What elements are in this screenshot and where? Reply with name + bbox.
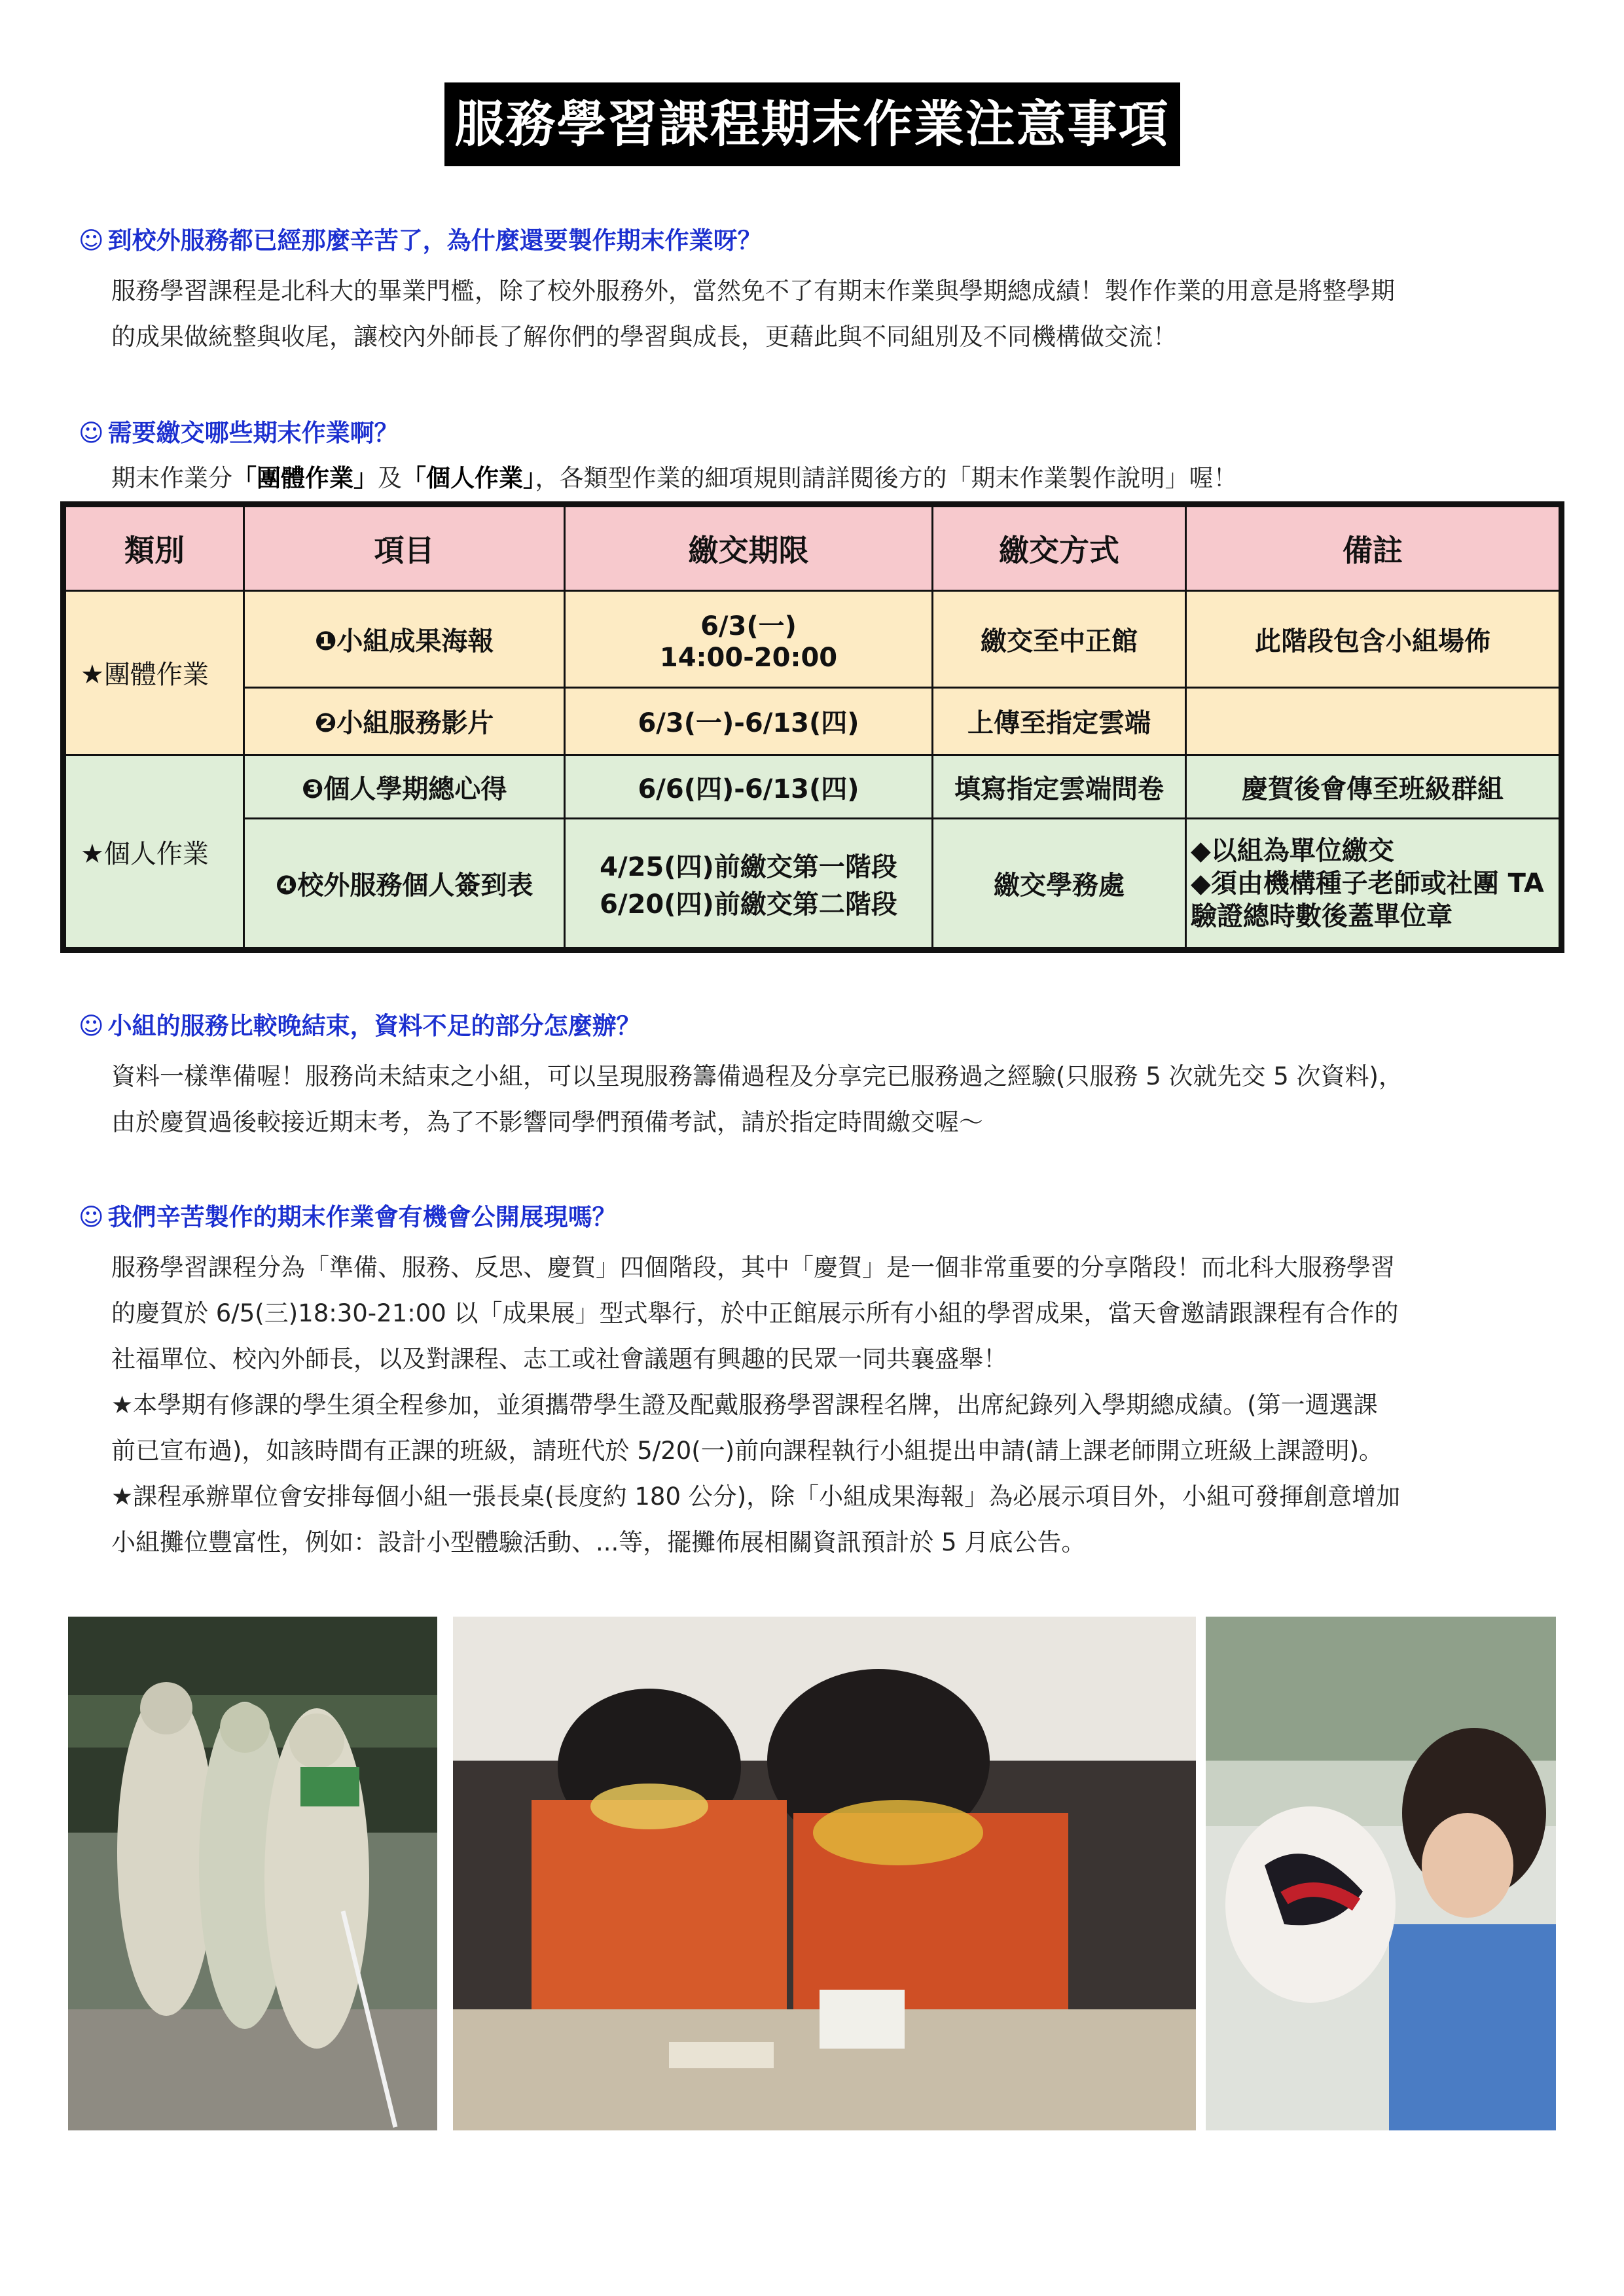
photo-workshop <box>453 1617 1196 2130</box>
smile-icon: ☺ <box>79 1012 104 1040</box>
table-row <box>63 755 1562 819</box>
paragraph-line <box>79 456 1558 501</box>
item-cell: ❹校外服務個人簽到表 <box>244 819 565 950</box>
question-text: 到校外服務都已經那麼辛苦了，為什麼還要製作期末作業呀？ <box>107 226 762 255</box>
method-cell: 上傳至指定雲端 <box>933 687 1186 755</box>
question-heading <box>79 223 1558 259</box>
question-text: 我們辛苦製作的期末作業會有機會公開展現嗎？ <box>107 1203 617 1231</box>
paragraph-line: 前已宣布過)，如該時間有正課的班級，請班代於 5/20(一)前向課程執行小組提出申請(請上課老師開立班級上課證明)。 <box>111 1437 1384 1465</box>
question-heading <box>79 415 1558 452</box>
section-which-work <box>79 415 1558 501</box>
header-notes: 備註 <box>1186 505 1562 591</box>
question-text: 小組的服務比較晚結束，資料不足的部分怎麼辦？ <box>107 1012 641 1040</box>
photo-child-painting <box>1206 1617 1556 2130</box>
title-wrap <box>0 82 1624 166</box>
table-row <box>63 590 1562 687</box>
note-line: 驗證總時數後蓋單位章 <box>1191 901 1453 931</box>
text-part: ，各類型作業的細項規則請詳閱後方的「期末作業製作說明」喔！ <box>535 464 1238 492</box>
note-cell <box>1186 687 1562 755</box>
photo-workshop-image <box>453 1617 1196 2130</box>
photo-blindfold-walk-image <box>68 1617 437 2130</box>
header-category: 類別 <box>63 505 244 591</box>
paragraph-line: 的慶賀於 6/5(三)18:30-21:00 以「成果展」型式舉行，於中正館展示所有小組的學習成果，當天會邀請跟課程有合作的 <box>111 1299 1399 1327</box>
question-text: 需要繳交哪些期末作業啊？ <box>107 419 399 447</box>
page-title: 服務學習課程期末作業注意事項 <box>444 82 1180 166</box>
paragraph-line: 社福單位、校內外師長，以及對課程、志工或社會議題有興趣的民眾一同共襄盛舉！ <box>111 1345 1007 1373</box>
deadline-cell: 6/3(一)-6/13(四) <box>565 687 933 755</box>
smile-icon: ☺ <box>79 419 104 447</box>
table-header-row <box>63 505 1562 591</box>
photo-blindfold-walk <box>68 1617 437 2130</box>
header-deadline: 繳交期限 <box>565 505 933 591</box>
table-row <box>63 687 1562 755</box>
question-heading <box>79 1199 1558 1236</box>
section-exhibition <box>79 1199 1558 1566</box>
method-cell: 繳交學務處 <box>933 819 1186 950</box>
category-group-work: ★團體作業 <box>63 590 244 755</box>
category-individual-work: ★個人作業 <box>63 755 244 950</box>
table-row <box>63 819 1562 950</box>
paragraph-line: 的成果做統整與收尾，讓校內外師長了解你們的學習與成長，更藉此與不同組別及不同機構做交流！ <box>111 323 1177 351</box>
smile-icon: ☺ <box>79 226 104 255</box>
item-cell: ❶小組成果海報 <box>244 590 565 687</box>
deadline-cell <box>565 590 933 687</box>
note-cell: 慶賀後會傳至班級群組 <box>1186 755 1562 819</box>
item-cell: ❷小組服務影片 <box>244 687 565 755</box>
paragraph-line: 服務學習課程分為「準備、服務、反思、慶賀」四個階段，其中「慶賀」是一個非常重要的分享階段！而北科大服務學習 <box>111 1253 1395 1282</box>
section-why-final-work <box>79 223 1558 360</box>
method-cell: 填寫指定雲端問卷 <box>933 755 1186 819</box>
assignment-table <box>60 501 1564 953</box>
individual-work-emphasis: 「個人作業」 <box>402 464 535 492</box>
paragraph-line: 小組攤位豐富性，例如：設計小型體驗活動、...等，擺攤佈展相關資訊預計於 5 月底公告。 <box>111 1528 1086 1556</box>
text-part: 及 <box>378 464 402 492</box>
paragraph-line: ★本學期有修課的學生須全程參加，並須攜帶學生證及配戴服務學習課程名牌，出席紀錄列入學期總成績。(第一週選課 <box>111 1391 1378 1419</box>
smile-icon: ☺ <box>79 1203 104 1231</box>
header-item: 項目 <box>244 505 565 591</box>
text-part: 期末作業分 <box>111 464 232 492</box>
question-heading <box>79 1008 1558 1045</box>
section-late-service <box>79 1008 1558 1145</box>
method-cell: 繳交至中正館 <box>933 590 1186 687</box>
note-line: ◆以組為單位繳交 <box>1191 835 1394 866</box>
deadline-line: 6/20(四)前繳交第二階段 <box>600 889 897 920</box>
note-cell <box>1186 819 1562 950</box>
group-work-emphasis: 「團體作業」 <box>232 464 378 492</box>
deadline-cell: 6/6(四)-6/13(四) <box>565 755 933 819</box>
header-method: 繳交方式 <box>933 505 1186 591</box>
deadline-line: 14:00-20:00 <box>659 642 838 673</box>
paragraph-line: 服務學習課程是北科大的畢業門檻，除了校外服務外，當然免不了有期末作業與學期總成績！製作作業的用意是將整學期 <box>111 277 1395 305</box>
photo-child-painting-image <box>1206 1617 1556 2130</box>
item-cell: ❸個人學期總心得 <box>244 755 565 819</box>
deadline-cell <box>565 819 933 950</box>
paragraph-line: 由於慶賀過後較接近期末考，為了不影響同學們預備考試，請於指定時間繳交喔～ <box>111 1108 983 1136</box>
paragraph-line: ★課程承辦單位會安排每個小組一張長桌(長度約 180 公分)，除「小組成果海報」為必展示項目外，小組可發揮創意增加 <box>111 1482 1401 1511</box>
note-cell: 此階段包含小組場佈 <box>1186 590 1562 687</box>
note-line: ◆須由機構種子老師或社團 TA <box>1191 868 1544 899</box>
deadline-line: 4/25(四)前繳交第一階段 <box>600 852 897 882</box>
paragraph-line: 資料一樣準備喔！服務尚未結束之小組，可以呈現服務籌備過程及分享完已服務過之經驗(只服務 5 次就先交 5 次資料)， <box>111 1062 1403 1090</box>
deadline-line: 6/3(一) <box>700 611 797 641</box>
